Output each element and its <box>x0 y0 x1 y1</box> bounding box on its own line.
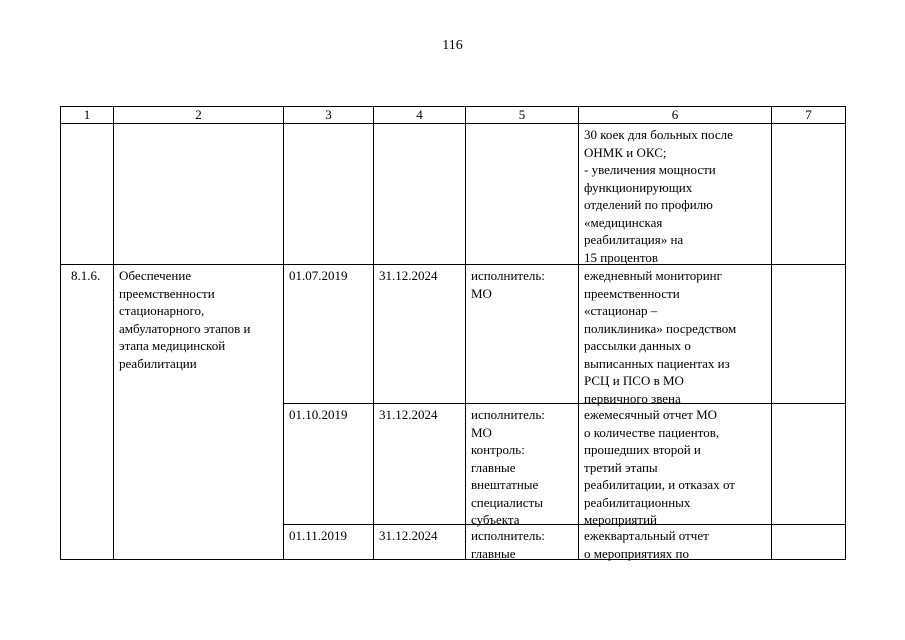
end-date: 31.12.2024 <box>379 407 438 422</box>
text-line: - увеличения мощности <box>584 162 716 177</box>
result-cell <box>578 524 772 560</box>
text-line: функционирующих <box>584 179 693 195</box>
row-title-cell <box>113 264 284 560</box>
row-number: 8.1.6. <box>71 268 101 283</box>
text-line: прошедших второй и <box>584 442 701 457</box>
text-line: главные <box>471 459 516 475</box>
text-line: ежемесячный отчет МО <box>584 407 718 422</box>
text-line: этапа медицинской <box>119 338 226 353</box>
cont-cell-4 <box>373 123 466 265</box>
cont-cell-2 <box>113 123 284 265</box>
text-line: 15 процентов <box>584 249 659 265</box>
text-line: «медицинская <box>584 214 663 230</box>
text-line: преемственности <box>584 285 680 301</box>
text-line: исполнитель: <box>471 407 545 422</box>
text-line: стационарного, <box>119 303 205 318</box>
end-date-cell <box>373 403 466 525</box>
text-line: реабилитации, и отказах от <box>584 477 735 492</box>
result-cell <box>578 264 772 404</box>
text-line: исполнитель: <box>471 528 545 543</box>
responsible-cell <box>465 403 579 525</box>
header-col-1: 1 <box>60 106 114 124</box>
header-col-4: 4 <box>373 106 466 124</box>
text-line: 30 коек для больных после <box>584 127 733 142</box>
end-date-cell <box>373 264 466 404</box>
text-line: субъекта <box>471 512 520 527</box>
end-date: 31.12.2024 <box>379 528 438 543</box>
start-date-cell <box>283 524 374 560</box>
text-line: реабилитация» на <box>584 232 684 247</box>
header-col-6: 6 <box>578 106 772 124</box>
text-line: поликлиника» посредством <box>584 320 737 336</box>
start-date-cell <box>283 264 374 404</box>
text-line: ежеквартальный отчет <box>584 528 709 543</box>
text-line: реабилитации <box>119 355 197 371</box>
text-line: главные <box>471 545 516 561</box>
cont-cell-1 <box>60 123 114 265</box>
start-date: 01.10.2019 <box>289 407 348 422</box>
text-line: ОНМК и ОКС; <box>584 144 667 160</box>
header-col-7: 7 <box>771 106 846 124</box>
text-line: специалисты <box>471 494 543 510</box>
cont-cell-5 <box>465 123 579 265</box>
text-line: преемственности <box>119 285 215 301</box>
start-date-cell <box>283 403 374 525</box>
text-line: мероприятий <box>584 512 657 527</box>
note-cell <box>771 264 846 404</box>
responsible-cell <box>465 524 579 560</box>
cont-cell-3 <box>283 123 374 265</box>
text-line: «стационар – <box>584 303 658 318</box>
text-line: выписанных пациентах из <box>584 355 730 371</box>
header-col-2: 2 <box>113 106 284 124</box>
start-date: 01.11.2019 <box>289 528 348 543</box>
text-line: контроль: <box>471 442 525 457</box>
text-line: ежедневный мониторинг <box>584 268 722 283</box>
text-line: РСЦ и ПСО в МО <box>584 373 684 388</box>
text-line: Обеспечение <box>119 268 192 283</box>
text-line: МО <box>471 285 492 301</box>
text-line: первичного звена <box>584 390 681 406</box>
text-line: рассылки данных о <box>584 338 691 353</box>
responsible-cell <box>465 264 579 404</box>
text-line: МО <box>471 424 492 440</box>
header-col-3: 3 <box>283 106 374 124</box>
text-line: внештатные <box>471 477 539 492</box>
text-line: исполнитель: <box>471 268 545 283</box>
text-line: о количестве пациентов, <box>584 424 720 440</box>
cont-cell-7 <box>771 123 846 265</box>
note-cell <box>771 524 846 560</box>
end-date: 31.12.2024 <box>379 268 438 283</box>
text-line: о мероприятиях по <box>584 545 689 561</box>
text-line: амбулаторного этапов и <box>119 320 251 336</box>
result-cell <box>578 403 772 525</box>
text-line: третий этапы <box>584 459 658 475</box>
start-date: 01.07.2019 <box>289 268 348 283</box>
row-number-cell <box>60 264 114 560</box>
text-line: реабилитационных <box>584 494 691 510</box>
end-date-cell <box>373 524 466 560</box>
text-line: отделений по профилю <box>584 197 713 212</box>
page-number: 116 <box>442 38 463 53</box>
header-col-5: 5 <box>465 106 579 124</box>
cont-cell-result <box>578 123 772 265</box>
note-cell <box>771 403 846 525</box>
